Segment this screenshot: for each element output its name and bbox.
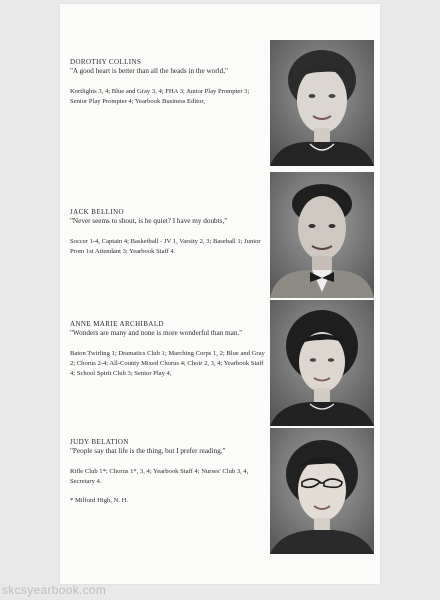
student-portrait-1 xyxy=(270,40,374,166)
student-portrait-4 xyxy=(270,428,374,554)
footnote: * Milford High, N. H. xyxy=(70,497,129,504)
student-name: DOROTHY COLLINS xyxy=(70,58,142,66)
student-activities: Soccer 1-4, Captain 4; Basketball - JV 1, Varsity 2, 3; Baseball 1; Junior Prom 1st Attendant 3; Yearbook Staff 4. xyxy=(70,238,261,255)
student-activities: Kortlights 3, 4; Blue and Gray 3, 4; FHA 3; Junior Play Prompter 3; Senior Play Prompter 4; Yearbook Business Editor, xyxy=(70,88,250,105)
student-portrait-2 xyxy=(270,172,374,298)
student-activities: Rifle Club 1*; Chorus 1*, 3, 4; Yearbook Staff 4; Nurses' Club 3, 4, Secretary 4. xyxy=(70,468,249,485)
student-activities: Baton Twirling 1; Dramatics Club 1; Marching Corps 1, 2; Blue and Gray 2; Chorus 2-4; All-County Mixed Chorus 4; Choir 2, 3, 4; Yearbook Staff 4; School Spirit Club 3; Senior Play 4, xyxy=(70,350,265,377)
watermark: skcsyearbook.com xyxy=(2,583,107,597)
student-name: JUDY BELATION xyxy=(70,438,129,446)
student-quote: "Wonders are many and none is more wonderful than man." xyxy=(70,329,243,337)
student-quote: "A good heart is better than all the heads in the world," xyxy=(70,67,228,75)
student-entry-1 xyxy=(70,58,266,107)
student-entry-3 xyxy=(70,320,266,379)
student-entry-4 xyxy=(70,438,266,504)
student-entry-2 xyxy=(70,208,266,257)
student-name: JACK BELLINO xyxy=(70,208,124,216)
student-quote: "Never seems to shout, is he quiet? I have my doubts," xyxy=(70,217,228,225)
student-quote: "People say that life is the thing, but I prefer reading." xyxy=(70,447,226,455)
student-portrait-3 xyxy=(270,300,374,426)
student-name: ANNE MARIE ARCHIBALD xyxy=(70,320,164,328)
yearbook-page xyxy=(60,4,380,584)
